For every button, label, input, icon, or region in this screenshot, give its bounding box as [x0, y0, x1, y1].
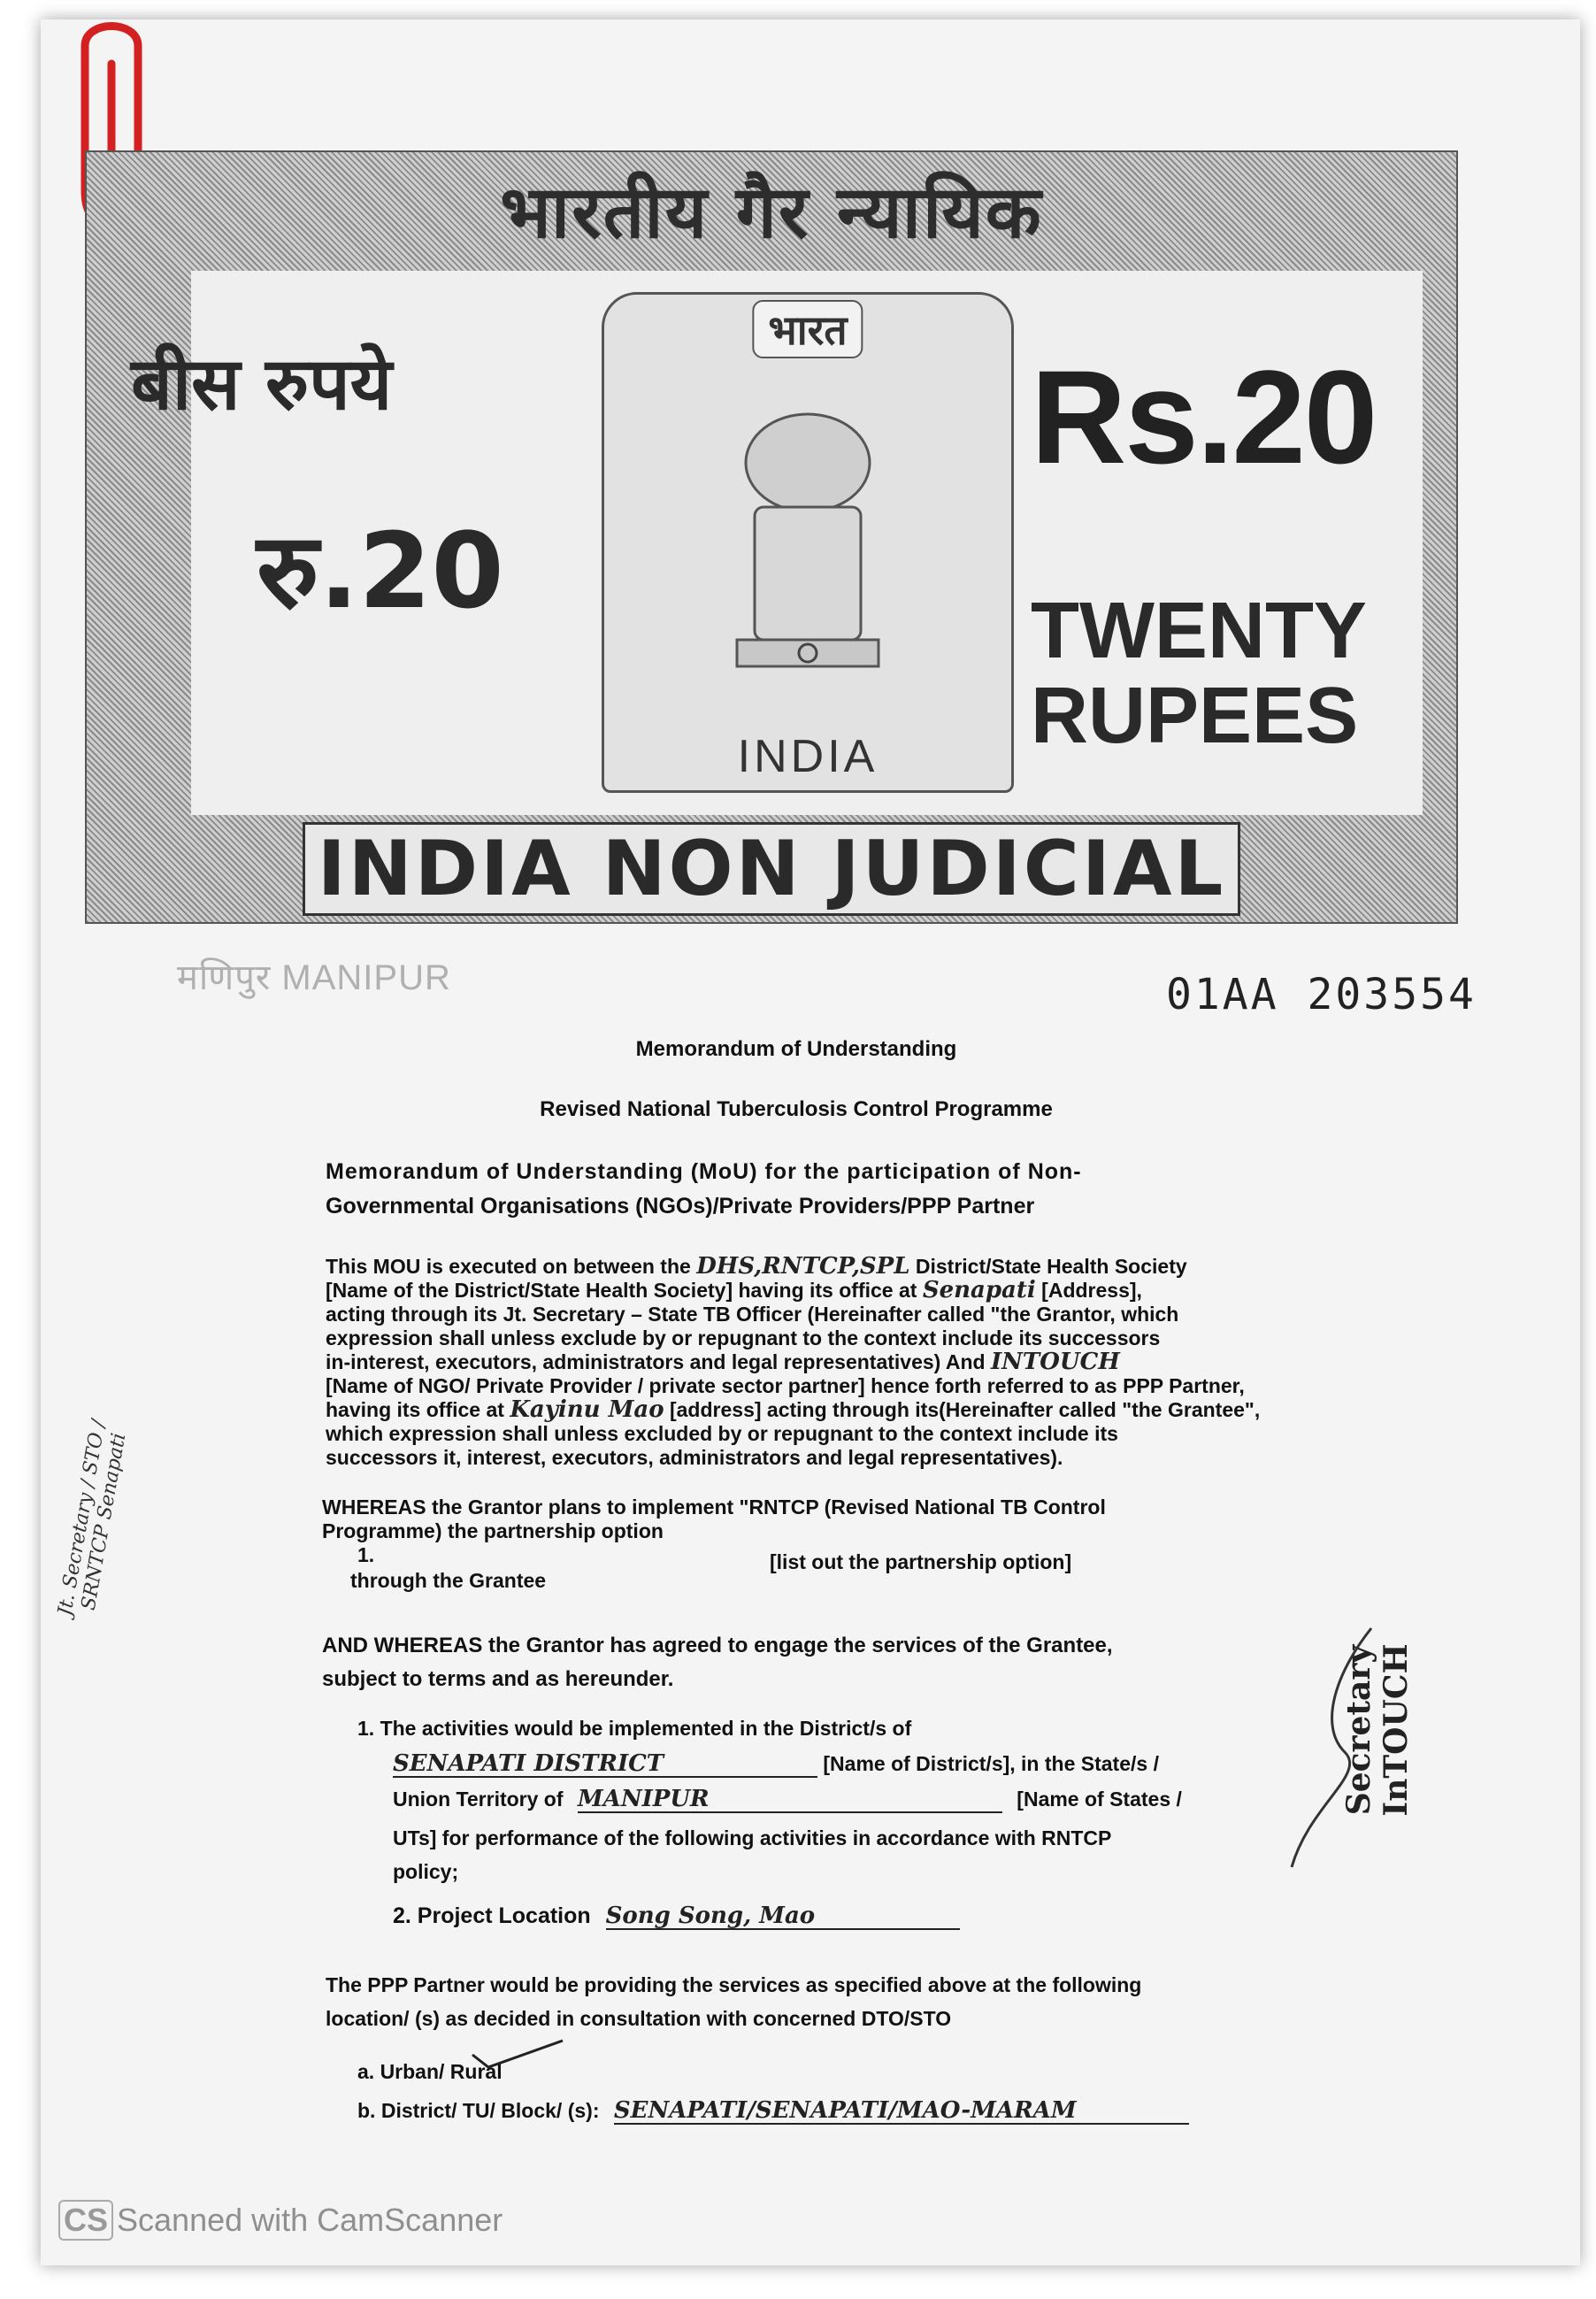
item1-line2: [393, 1752, 1159, 1778]
lion-capital-icon: [702, 401, 914, 684]
handwritten-entry: Kayinu Mao: [510, 1396, 664, 1423]
item1-line3-pre: Union Territory of: [393, 1788, 564, 1811]
and-whereas-line2: subject to terms and as hereunder.: [322, 1667, 674, 1691]
left-seal-text: Jt. Secretary / STO / SRNTCP Senapati: [54, 1418, 131, 1618]
doc-programme-title: Revised National Tuberculosis Control Programme: [540, 1097, 1053, 1121]
parties-line-text: District/State Health Society: [909, 1255, 1187, 1278]
parties-line: [326, 1398, 1405, 1422]
parties-line-text: which expression shall unless excluded by or repugnant to the context include its: [326, 1422, 1118, 1445]
item1-line5: policy;: [393, 1860, 459, 1883]
handwritten-entry: INTOUCH: [990, 1349, 1120, 1375]
handwritten-entry: Senapati: [922, 1277, 1036, 1303]
parties-line-text: acting through its Jt. Secretary – State TB Officer (Hereinafter called "the Grantor, which: [326, 1303, 1179, 1326]
state-name: मणिपुर MANIPUR: [177, 958, 451, 997]
item1-line3: [393, 1788, 1182, 1813]
parties-line: [326, 1255, 1405, 1279]
doc-subtitle-line1: Memorandum of Understanding (MoU) for the participation of Non-: [326, 1159, 1082, 1184]
district-block-handwritten: SENAPATI/SENAPATI/MAO-MARAM: [614, 2099, 1189, 2125]
parties-line-text: [address] acting through its(Hereinafter called "the Grantee",: [664, 1398, 1261, 1421]
stamp-amount-en: Rs.20: [1031, 342, 1377, 491]
emblem-top-label: भारत: [752, 300, 863, 358]
whereas-list-hint: [list out the partnership option]: [770, 1550, 1072, 1573]
handwritten-entry: DHS,RNTCP,SPL: [696, 1253, 910, 1280]
whereas-line2: Programme) the partnership option: [322, 1519, 664, 1542]
district-block-label: b. District/ TU/ Block/ (s):: [357, 2099, 600, 2122]
scanner-text: Scanned with CamScanner: [117, 2202, 503, 2238]
item2-line: [393, 1904, 960, 1930]
whereas-item-number: 1.: [357, 1543, 375, 1566]
scanner-watermark: [58, 2200, 503, 2241]
ppp-services-line2: location/ (s) as decided in consultation with concerned DTO/STO: [326, 2007, 952, 2030]
doc-subtitle-line2: Governmental Organisations (NGOs)/Private Providers/PPP Partner: [326, 1194, 1035, 1219]
emblem-india-label: INDIA: [737, 731, 879, 782]
parties-line: [326, 1303, 1405, 1326]
stamp-bottom-text: INDIA NON JUDICIAL: [303, 822, 1241, 916]
parties-line-text: [Name of the District/State Health Society] having its office at: [326, 1279, 923, 1302]
district-handwritten: SENAPATI DISTRICT: [393, 1752, 817, 1778]
item1-line2-post: [Name of District/s], in the State/s /: [823, 1752, 1159, 1775]
item1-line4: UTs] for performance of the following activities in accordance with RNTCP: [393, 1826, 1112, 1849]
parties-line-text: in-interest, executors, administrators and legal representatives) And: [326, 1350, 991, 1373]
stamp-bottom-banner: [87, 816, 1456, 922]
parties-line-text: [Name of NGO/ Private Provider / private sector partner] hence forth referred to as PPP Partner,: [326, 1374, 1245, 1397]
state-handwritten: MANIPUR: [578, 1788, 1002, 1813]
right-seal-line2: InTOUCH: [1377, 1643, 1415, 1817]
item1-line1: 1. The activities would be implemented in the District/s of: [357, 1717, 912, 1740]
stamp-serial-number: 01AA 203554: [1166, 970, 1477, 1019]
tick-mark-icon: [469, 2035, 566, 2071]
parties-line: [326, 1374, 1405, 1398]
project-location-label: 2. Project Location: [393, 1903, 591, 1928]
stamp-words-line2: RUPEES: [1031, 672, 1359, 760]
whereas-line1: WHEREAS the Grantor plans to implement "RNTCP (Revised National TB Control: [322, 1496, 1106, 1519]
and-whereas-line1: AND WHEREAS the Grantor has agreed to engage the services of the Grantee,: [322, 1634, 1113, 1657]
parties-line: [326, 1422, 1405, 1446]
ppp-services-line1: The PPP Partner would be providing the services as specified above at the following: [326, 1973, 1142, 1996]
stamp-top-banner: [87, 152, 1456, 267]
item1-line3-post: [Name of States /: [1017, 1788, 1182, 1811]
district-block-line: [357, 2099, 1189, 2125]
parties-line-text: having its office at: [326, 1398, 510, 1421]
parties-line-text: expression shall unless exclude by or repugnant to the context include its successors: [326, 1326, 1161, 1349]
stamp-amount-hindi-number: रु.20: [257, 510, 504, 632]
parties-line: [326, 1279, 1405, 1303]
parties-line: [326, 1350, 1405, 1374]
stamp-amount-hindi: बीस रुपये: [131, 342, 393, 427]
doc-title: Memorandum of Understanding: [635, 1037, 957, 1061]
right-seal-line1: Secretary: [1340, 1644, 1377, 1816]
parties-line-text: successors it, interest, executors, administrators and legal representatives).: [326, 1446, 1063, 1469]
parties-line-text: [Address],: [1035, 1279, 1142, 1302]
stamp-words-line1: TWENTY: [1031, 587, 1367, 675]
project-location-handwritten: Song Song, Mao: [606, 1904, 960, 1930]
parties-line: [326, 1446, 1405, 1470]
national-emblem: [602, 292, 1014, 793]
parties-line-text: This MOU is executed on between the: [326, 1255, 697, 1278]
signature-scribble-icon: [1283, 1619, 1407, 1885]
parties-line: [326, 1326, 1405, 1350]
stamp-top-text: भारतीय गैर न्यायिक: [500, 171, 1043, 255]
urban-rural-label: a. Urban/ Rural: [357, 2060, 503, 2083]
whereas-line3: through the Grantee: [350, 1569, 547, 1592]
mou-parties-paragraph: [326, 1255, 1405, 1470]
camscanner-logo: CS: [58, 2200, 113, 2241]
stamp-amount-words: [1031, 588, 1367, 758]
